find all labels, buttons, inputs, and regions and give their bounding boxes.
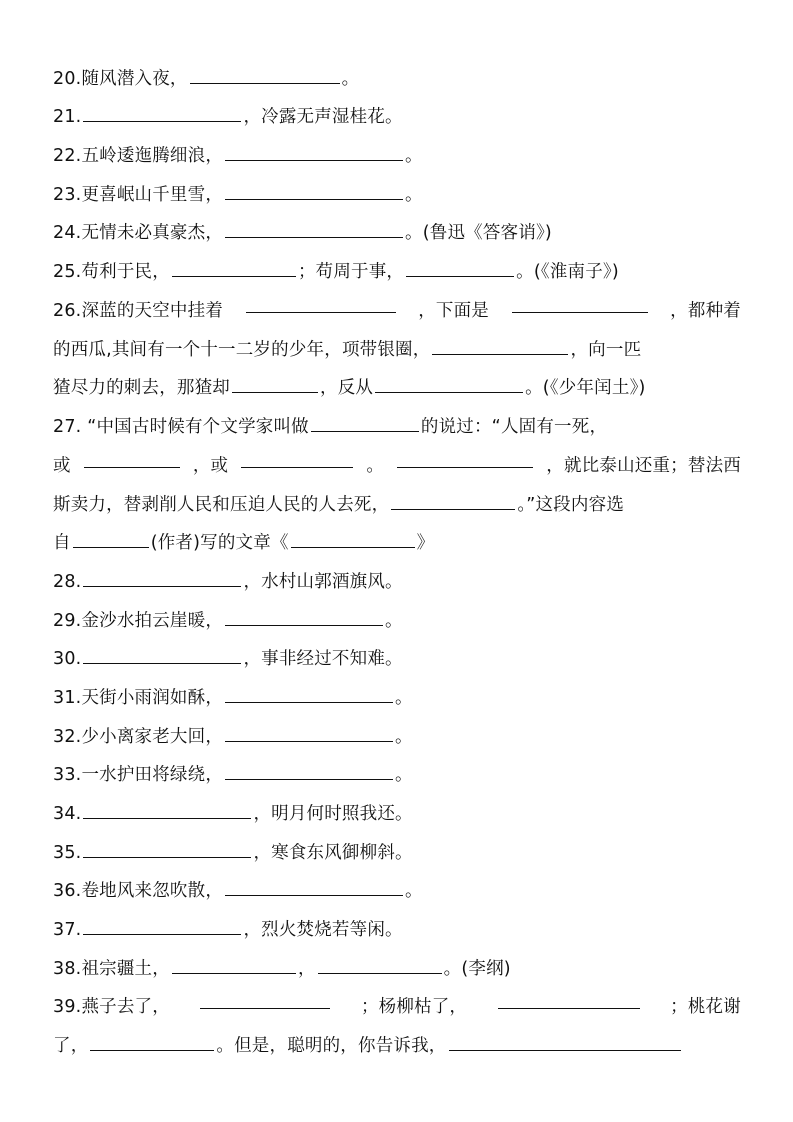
question-text: 金沙水拍云崖暖， <box>81 611 224 631</box>
answer-blank[interactable] <box>172 262 296 277</box>
answer-blank[interactable] <box>172 959 296 974</box>
answer-blank[interactable] <box>225 185 403 200</box>
question-text: 祖宗疆土， <box>81 959 170 979</box>
answer-blank[interactable] <box>397 453 533 468</box>
answer-blank[interactable] <box>190 69 340 84</box>
question-text: 。 <box>341 69 360 89</box>
question-text: ，下面是 <box>418 301 490 321</box>
answer-blank[interactable] <box>391 495 515 510</box>
answer-blank[interactable] <box>406 262 514 277</box>
question-31 <box>53 685 413 711</box>
question-number: 28. <box>53 572 82 592</box>
question-text: ， <box>297 959 316 979</box>
answer-blank[interactable] <box>84 453 180 468</box>
question-39-line-1 <box>53 994 741 1020</box>
question-text: ，冷露无声湿桂花。 <box>243 107 403 127</box>
question-text: ，水村山郭酒旗风。 <box>243 572 403 592</box>
question-26-line-2 <box>53 337 641 363</box>
question-text: ，明月何时照我还。 <box>253 804 413 824</box>
question-text: “中国古时候有个文学家叫做 <box>87 417 309 437</box>
answer-blank[interactable] <box>225 146 403 161</box>
question-text: 斯卖力，替剥削人民和压迫人民的人去死， <box>53 495 390 515</box>
question-number: 37. <box>53 920 82 940</box>
question-text: ；桃花谢 <box>670 997 741 1017</box>
question-text: 猹尽力的刺去，那猹却 <box>53 378 230 398</box>
question-number: 23. <box>53 185 82 205</box>
question-text: 。(《淮南子》) <box>516 262 619 282</box>
question-text: 苟利于民， <box>81 262 170 282</box>
answer-blank[interactable] <box>73 533 149 548</box>
question-text: ；苟周于事， <box>297 262 405 282</box>
question-33 <box>53 762 413 788</box>
question-32 <box>53 724 413 750</box>
question-number: 20. <box>53 69 82 89</box>
question-26-line-3 <box>53 375 646 401</box>
question-text: ，反从 <box>320 378 374 398</box>
question-number: 39. <box>53 997 82 1017</box>
answer-blank[interactable] <box>375 378 523 393</box>
question-23 <box>53 182 423 208</box>
question-number: 22. <box>53 146 82 166</box>
question-text: 更喜岷山千里雪， <box>81 185 224 205</box>
answer-blank[interactable] <box>225 765 393 780</box>
question-34 <box>53 801 413 827</box>
answer-blank[interactable] <box>311 417 419 432</box>
answer-blank[interactable] <box>512 298 648 313</box>
question-text: 的西瓜,其间有一个十一二岁的少年，项带银圈， <box>53 340 431 360</box>
question-text: 。(《少年闰土》) <box>525 378 646 398</box>
answer-blank[interactable] <box>90 1036 214 1051</box>
answer-blank[interactable] <box>241 453 353 468</box>
question-number: 25. <box>53 262 82 282</box>
question-number: 33. <box>53 765 82 785</box>
answer-blank[interactable] <box>225 727 393 742</box>
question-number: 31. <box>53 688 82 708</box>
question-text: 或 <box>53 456 71 476</box>
answer-blank[interactable] <box>83 843 251 858</box>
question-29 <box>53 608 403 634</box>
question-number: 29. <box>53 611 82 631</box>
question-39-prefix <box>53 994 170 1020</box>
question-27-line-4 <box>53 530 434 556</box>
question-text: 自 <box>53 533 71 553</box>
question-26-prefix <box>53 298 223 324</box>
question-number: 30. <box>53 649 82 669</box>
question-text: 。但是，聪明的，你告诉我， <box>216 1036 447 1056</box>
question-number: 24. <box>53 223 82 243</box>
question-text: ，事非经过不知难。 <box>243 649 403 669</box>
question-25 <box>53 259 619 285</box>
question-text: ；杨柳枯了， <box>360 997 468 1017</box>
question-text: 》 <box>416 533 435 553</box>
question-text: 。(李纲) <box>443 959 511 979</box>
question-24 <box>53 220 552 246</box>
answer-blank[interactable] <box>83 804 251 819</box>
question-text: 一水护田将绿绕， <box>81 765 224 785</box>
answer-blank[interactable] <box>83 920 241 935</box>
question-text: 无情未必真豪杰， <box>81 223 224 243</box>
question-35 <box>53 840 413 866</box>
question-text: 的说过：“人固有一死， <box>420 417 608 437</box>
answer-blank[interactable] <box>83 107 241 122</box>
answer-blank[interactable] <box>432 340 568 355</box>
answer-blank[interactable] <box>232 378 318 393</box>
question-number: 27. <box>53 417 82 437</box>
question-text: 。 <box>385 611 403 631</box>
question-27-line-1 <box>53 414 607 440</box>
question-20 <box>53 66 359 92</box>
question-number: 26. <box>53 301 82 321</box>
answer-blank[interactable] <box>225 611 383 626</box>
question-28 <box>53 569 403 595</box>
question-30 <box>53 646 403 672</box>
question-number: 36. <box>53 881 82 901</box>
answer-blank[interactable] <box>449 1036 681 1051</box>
question-text: ，都种着 <box>670 301 741 321</box>
answer-blank[interactable] <box>246 298 396 313</box>
question-number: 35. <box>53 843 82 863</box>
question-text: 随风潜入夜， <box>81 69 188 89</box>
question-text: 五岭逶迤腾细浪， <box>81 146 224 166</box>
question-text: ，寒食东风御柳斜。 <box>253 843 413 863</box>
question-number: 21. <box>53 107 82 127</box>
question-text: 卷地风来忽吹散， <box>81 881 224 901</box>
answer-blank[interactable] <box>83 649 241 664</box>
question-text: ，就比泰山还重；替法西 <box>546 456 741 476</box>
question-22 <box>53 143 423 169</box>
question-36 <box>53 878 423 904</box>
question-text: 。 <box>405 881 423 901</box>
question-38 <box>53 956 511 982</box>
question-text: (作者)写的文章《 <box>150 533 289 553</box>
question-text: 天街小雨润如酥， <box>81 688 224 708</box>
question-text: 。 <box>395 765 413 785</box>
question-text: ，向一匹 <box>570 340 642 360</box>
answer-blank[interactable] <box>498 994 640 1009</box>
question-text: 。 <box>405 146 423 166</box>
question-text: 。 <box>366 456 385 476</box>
question-text: 。 <box>395 727 413 747</box>
question-text: 。 <box>405 185 423 205</box>
answer-blank[interactable] <box>318 959 442 974</box>
answer-blank[interactable] <box>291 533 415 548</box>
question-text: 少小离家老大回， <box>81 727 224 747</box>
answer-blank[interactable] <box>83 572 241 587</box>
question-39-line-2 <box>53 1033 683 1059</box>
answer-blank[interactable] <box>200 994 330 1009</box>
question-text: ，或 <box>192 456 229 476</box>
answer-blank[interactable] <box>225 223 403 238</box>
question-text: 。(鲁迅《答客诮》) <box>405 223 552 243</box>
question-number: 38. <box>53 959 82 979</box>
question-37 <box>53 917 403 943</box>
question-27-line-3 <box>53 492 624 518</box>
question-21 <box>53 104 403 130</box>
question-number: 34. <box>53 804 82 824</box>
question-text: 了， <box>53 1036 89 1056</box>
answer-blank[interactable] <box>225 881 403 896</box>
question-27-line-2 <box>53 453 741 479</box>
question-number: 32. <box>53 727 82 747</box>
question-text: ，烈火焚烧若等闲。 <box>243 920 403 940</box>
answer-blank[interactable] <box>225 688 393 703</box>
question-text: 。 <box>395 688 413 708</box>
question-text: 。”这段内容选 <box>517 495 625 515</box>
question-26-line-1 <box>53 298 741 324</box>
question-text: 深蓝的天空中挂着 <box>81 301 224 321</box>
question-text: 燕子去了， <box>81 997 170 1017</box>
